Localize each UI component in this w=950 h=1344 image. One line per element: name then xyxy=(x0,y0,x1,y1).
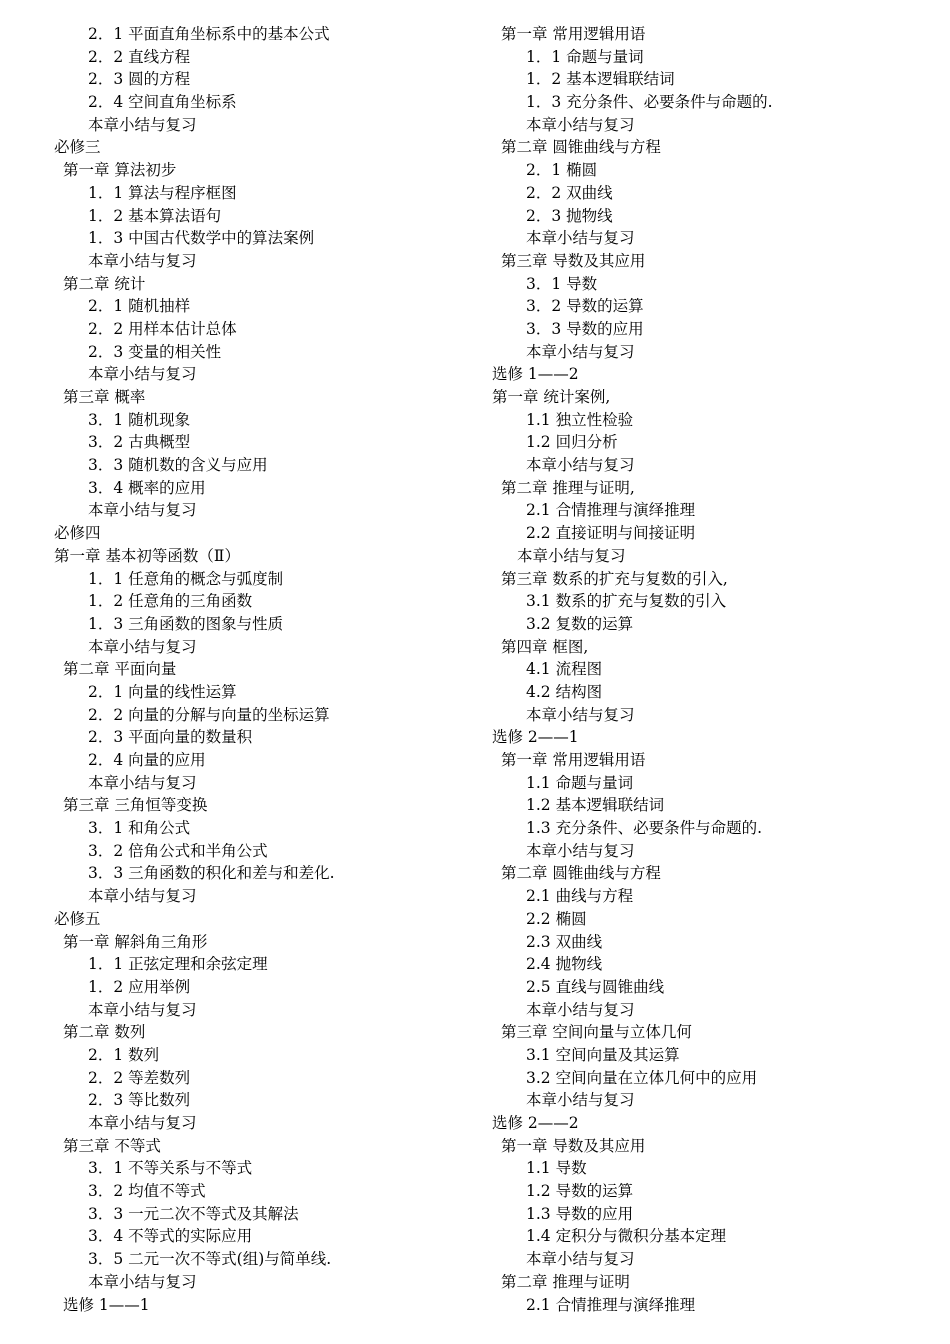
toc-section-item: 1.3 导数的应用 xyxy=(526,1204,634,1223)
toc-section-item: 1．1 命题与量词 xyxy=(526,47,644,66)
toc-chapter-heading: 第二章 推理与证明 xyxy=(501,1272,630,1291)
toc-section-item: 1．2 应用举例 xyxy=(88,977,191,996)
toc-right-column xyxy=(492,23,932,1316)
toc-section-item: 2．3 抛物线 xyxy=(526,206,613,225)
toc-chapter-heading: 第三章 不等式 xyxy=(63,1136,161,1155)
toc-section-item: 2．3 圆的方程 xyxy=(88,70,191,89)
toc-section-item: 3．1 随机现象 xyxy=(88,410,191,429)
toc-section-item: 2．3 平面向量的数量积 xyxy=(88,728,253,747)
toc-section-item: 3.1 空间向量及其运算 xyxy=(526,1045,680,1064)
toc-chapter-heading: 第三章 概率 xyxy=(63,388,146,406)
toc-section-item: 3．4 概率的应用 xyxy=(88,478,206,497)
toc-section-item: 3．2 均值不等式 xyxy=(88,1182,206,1201)
toc-module-heading: 必修五 xyxy=(54,909,101,928)
toc-chapter-review: 本章小结与复习 xyxy=(526,1250,635,1269)
toc-chapter-review: 本章小结与复习 xyxy=(88,501,197,520)
toc-section-item: 1．3 中国古代数学中的算法案例 xyxy=(88,229,315,248)
toc-section-item: 2．1 数列 xyxy=(88,1045,160,1064)
toc-chapter-heading: 第二章 圆锥曲线与方程 xyxy=(501,864,661,883)
toc-section-item: 1.3 充分条件、必要条件与命题的. xyxy=(526,819,763,838)
toc-left-column xyxy=(54,23,484,1316)
toc-section-item: 1.2 导数的运算 xyxy=(526,1182,634,1201)
toc-section-item: 2.2 椭圆 xyxy=(526,909,587,928)
toc-section-item: 2.1 合情推理与演绎推理 xyxy=(526,501,696,520)
toc-module-heading: 选修 2——2 xyxy=(492,1114,579,1132)
toc-section-item: 2．1 平面直角坐标系中的基本公式 xyxy=(88,25,330,43)
toc-chapter-review: 本章小结与复习 xyxy=(517,546,626,565)
toc-module-heading: 选修 2——1 xyxy=(492,728,579,747)
toc-section-item: 3．2 古典概型 xyxy=(88,433,191,452)
toc-section-item: 3．3 导数的应用 xyxy=(526,319,644,338)
toc-module-heading: 必修三 xyxy=(54,138,101,157)
toc-section-item: 2.5 直线与圆锥曲线 xyxy=(526,977,665,996)
toc-chapter-heading: 第一章 解斜角三角形 xyxy=(63,932,208,951)
toc-section-item: 1．3 三角函数的图象与性质 xyxy=(88,614,284,633)
toc-section-item: 3．3 三角函数的积化和差与和差化. xyxy=(88,864,335,883)
toc-section-item: 3.1 数系的扩充与复数的引入 xyxy=(526,592,727,611)
toc-section-item: 1.1 命题与量词 xyxy=(526,773,634,792)
toc-section-item: 3．3 一元二次不等式及其解法 xyxy=(88,1204,299,1223)
toc-section-item: 3．3 随机数的含义与应用 xyxy=(88,456,268,475)
toc-section-item: 1．2 基本算法语句 xyxy=(88,206,222,225)
toc-chapter-review: 本章小结与复习 xyxy=(526,705,635,724)
toc-section-item: 2．4 空间直角坐标系 xyxy=(88,93,237,112)
toc-section-item: 2．1 椭圆 xyxy=(526,161,598,180)
toc-section-item: 2.2 直接证明与间接证明 xyxy=(526,524,696,543)
toc-chapter-heading: 第三章 导数及其应用 xyxy=(501,251,646,270)
toc-section-item: 3．4 不等式的实际应用 xyxy=(88,1227,253,1246)
toc-chapter-heading: 第一章 统计案例, xyxy=(492,388,611,406)
toc-section-item: 1．2 基本逻辑联结词 xyxy=(526,70,675,89)
toc-section-item: 3．1 导数 xyxy=(526,274,598,293)
toc-chapter-review: 本章小结与复习 xyxy=(88,773,197,792)
toc-chapter-heading: 第一章 基本初等函数（Ⅱ） xyxy=(54,546,240,565)
toc-section-item: 1．2 任意角的三角函数 xyxy=(88,592,253,611)
toc-section-item: 1．1 正弦定理和余弦定理 xyxy=(88,955,268,974)
toc-section-item: 1．3 充分条件、必要条件与命题的. xyxy=(526,93,773,112)
toc-section-item: 3．2 导数的运算 xyxy=(526,297,644,316)
toc-module-heading: 选修 1——1 xyxy=(63,1295,150,1314)
toc-chapter-review: 本章小结与复习 xyxy=(88,637,197,656)
toc-section-item: 2.1 合情推理与演绎推理 xyxy=(526,1295,696,1314)
toc-section-item: 1.1 导数 xyxy=(526,1159,587,1178)
toc-section-item: 3.2 空间向量在立体几何中的应用 xyxy=(526,1068,758,1087)
toc-chapter-heading: 第一章 常用逻辑用语 xyxy=(501,751,646,769)
toc-chapter-heading: 第二章 数列 xyxy=(63,1023,146,1042)
toc-chapter-review: 本章小结与复习 xyxy=(88,251,197,270)
toc-chapter-review: 本章小结与复习 xyxy=(526,342,635,361)
toc-chapter-review: 本章小结与复习 xyxy=(88,887,197,906)
toc-chapter-heading: 第三章 空间向量与立体几何 xyxy=(501,1023,692,1042)
toc-chapter-review: 本章小结与复习 xyxy=(88,1272,197,1291)
toc-chapter-review: 本章小结与复习 xyxy=(526,115,635,134)
toc-section-item: 2.3 双曲线 xyxy=(526,932,603,951)
toc-section-item: 1.2 基本逻辑联结词 xyxy=(526,796,665,815)
toc-section-item: 2．3 等比数列 xyxy=(88,1091,191,1110)
toc-section-item: 3.2 复数的运算 xyxy=(526,614,634,633)
toc-module-heading: 选修 1——2 xyxy=(492,365,579,384)
toc-section-item: 2．2 用样本估计总体 xyxy=(88,319,237,338)
toc-section-item: 3．1 和角公式 xyxy=(88,819,191,838)
toc-section-item: 1.1 独立性检验 xyxy=(526,410,634,429)
toc-section-item: 3．5 二元一次不等式(组)与简单线. xyxy=(88,1250,332,1269)
toc-section-item: 2.1 曲线与方程 xyxy=(526,887,634,906)
toc-chapter-review: 本章小结与复习 xyxy=(526,456,635,475)
toc-section-item: 3．2 倍角公式和半角公式 xyxy=(88,841,268,860)
toc-chapter-review: 本章小结与复习 xyxy=(88,365,197,384)
toc-chapter-review: 本章小结与复习 xyxy=(526,1000,635,1019)
toc-chapter-heading: 第一章 导数及其应用 xyxy=(501,1136,646,1155)
toc-section-item: 2．1 随机抽样 xyxy=(88,297,191,316)
toc-chapter-heading: 第四章 框图, xyxy=(501,637,589,656)
toc-section-item: 4.2 结构图 xyxy=(526,682,603,701)
toc-chapter-review: 本章小结与复习 xyxy=(88,1114,197,1132)
toc-chapter-review: 本章小结与复习 xyxy=(88,1000,197,1019)
toc-chapter-review: 本章小结与复习 xyxy=(526,841,635,860)
toc-section-item: 1.4 定积分与微积分基本定理 xyxy=(526,1227,727,1246)
toc-section-item: 2．1 向量的线性运算 xyxy=(88,682,237,701)
toc-section-item: 4.1 流程图 xyxy=(526,660,603,679)
toc-section-item: 2．2 向量的分解与向量的坐标运算 xyxy=(88,705,330,724)
toc-section-item: 2．2 等差数列 xyxy=(88,1068,191,1087)
toc-section-item: 2．3 变量的相关性 xyxy=(88,342,222,361)
toc-section-item: 2.4 抛物线 xyxy=(526,955,603,974)
toc-chapter-heading: 第二章 推理与证明, xyxy=(501,478,635,497)
toc-chapter-review: 本章小结与复习 xyxy=(526,229,635,248)
toc-chapter-heading: 第二章 平面向量 xyxy=(63,660,177,679)
toc-chapter-heading: 第一章 算法初步 xyxy=(63,161,177,180)
toc-module-heading: 必修四 xyxy=(54,524,101,543)
toc-section-item: 1．1 算法与程序框图 xyxy=(88,183,237,202)
toc-chapter-heading: 第二章 圆锥曲线与方程 xyxy=(501,138,661,157)
toc-section-item: 1.2 回归分析 xyxy=(526,433,618,452)
toc-chapter-review: 本章小结与复习 xyxy=(88,115,197,134)
toc-section-item: 1．1 任意角的概念与弧度制 xyxy=(88,569,284,588)
toc-chapter-review: 本章小结与复习 xyxy=(526,1091,635,1110)
toc-section-item: 3．1 不等关系与不等式 xyxy=(88,1159,253,1178)
toc-section-item: 2．2 直线方程 xyxy=(88,47,191,66)
toc-chapter-heading: 第三章 数系的扩充与复数的引入, xyxy=(501,569,728,588)
toc-section-item: 2．2 双曲线 xyxy=(526,183,613,202)
toc-chapter-heading: 第一章 常用逻辑用语 xyxy=(501,25,646,43)
toc-chapter-heading: 第三章 三角恒等变换 xyxy=(63,796,208,815)
toc-chapter-heading: 第二章 统计 xyxy=(63,274,146,293)
toc-section-item: 2．4 向量的应用 xyxy=(88,751,206,769)
